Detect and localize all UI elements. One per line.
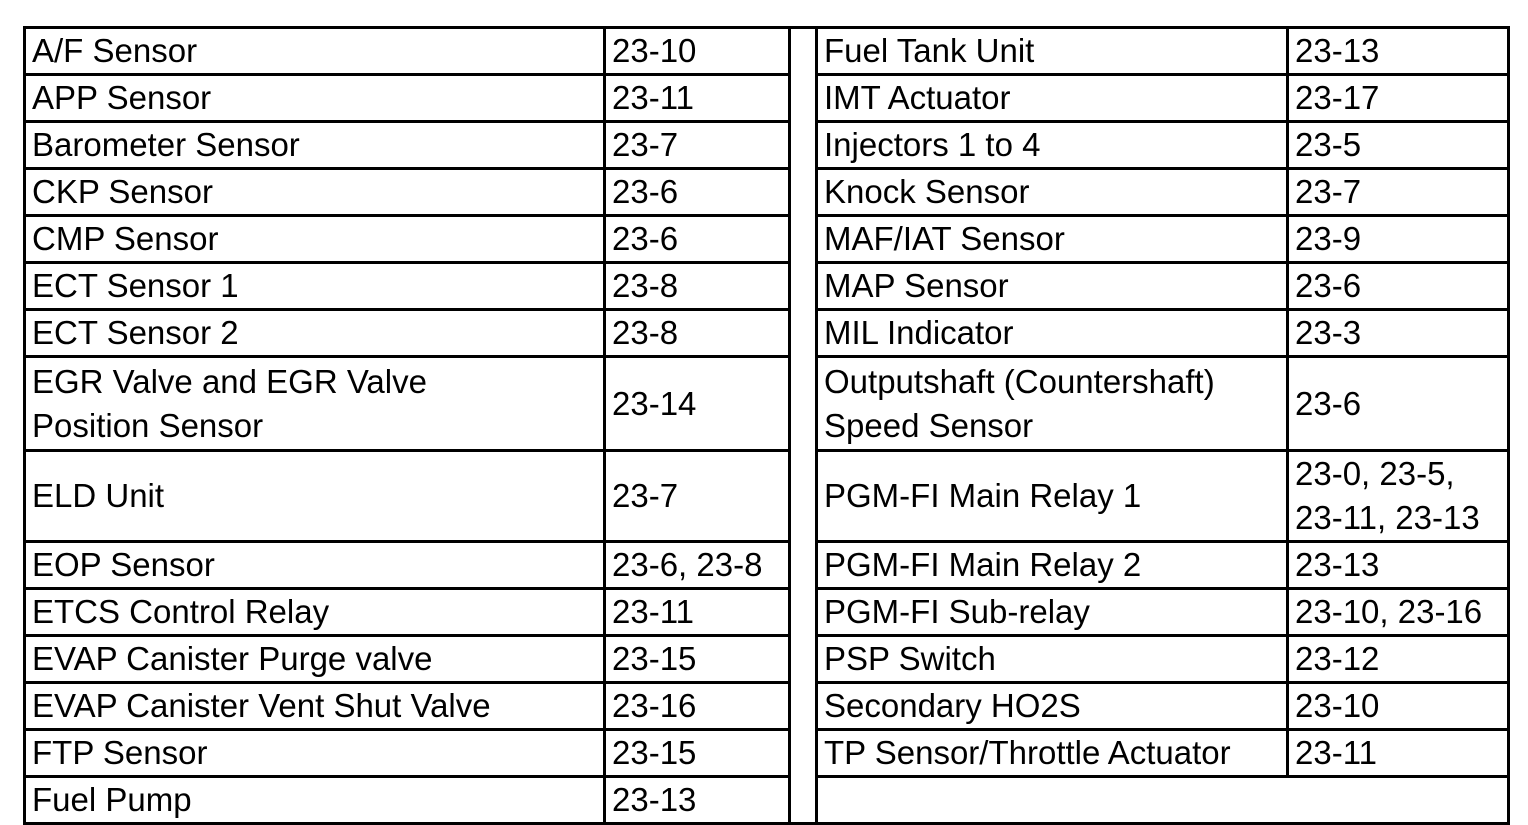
page-ref-cell: 23-8 [605, 263, 790, 310]
component-name-cell: Knock Sensor [817, 169, 1288, 216]
table-row [25, 451, 1509, 542]
table-row [25, 122, 1509, 169]
component-name-cell: Injectors 1 to 4 [817, 122, 1288, 169]
component-name-cell: PGM-FI Main Relay 1 [817, 451, 1288, 542]
page-ref-cell: 23-6 [1288, 263, 1509, 310]
page-ref-cell: 23-11 [605, 589, 790, 636]
table-row [25, 357, 1509, 451]
component-name-cell: MAP Sensor [817, 263, 1288, 310]
component-name-cell: MIL Indicator [817, 310, 1288, 357]
page-ref-cell: 23-5 [1288, 122, 1509, 169]
page-ref-cell: 23-7 [605, 451, 790, 542]
component-name-cell: PGM-FI Main Relay 2 [817, 542, 1288, 589]
component-name-cell: MAF/IAT Sensor [817, 216, 1288, 263]
component-name-cell: Fuel Pump [25, 777, 605, 824]
component-index-table [23, 26, 1510, 825]
page-ref-cell: 23-8 [605, 310, 790, 357]
page-ref-cell: 23-10 [605, 28, 790, 75]
component-name-cell: ECT Sensor 2 [25, 310, 605, 357]
table-row [25, 730, 1509, 777]
page-ref-cell: 23-10 [1288, 683, 1509, 730]
page-ref-cell: 23-14 [605, 357, 790, 451]
page-ref-cell: 23-9 [1288, 216, 1509, 263]
page-ref-cell: 23-11 [605, 75, 790, 122]
component-name-cell: ELD Unit [25, 451, 605, 542]
component-name-cell: ETCS Control Relay [25, 589, 605, 636]
table-row [25, 636, 1509, 683]
empty-cell [817, 777, 1509, 824]
component-name-cell: IMT Actuator [817, 75, 1288, 122]
page-ref-cell: 23-6 [605, 216, 790, 263]
page-ref-cell: 23-13 [605, 777, 790, 824]
column-divider [790, 28, 817, 824]
page-ref-cell: 23-13 [1288, 542, 1509, 589]
page-ref-cell: 23-7 [605, 122, 790, 169]
table-row [25, 216, 1509, 263]
table-row [25, 589, 1509, 636]
component-name-cell: Secondary HO2S [817, 683, 1288, 730]
page-ref-cell: 23-6, 23-8 [605, 542, 790, 589]
component-name-cell: EVAP Canister Purge valve [25, 636, 605, 683]
component-name-cell: Fuel Tank Unit [817, 28, 1288, 75]
component-name-cell: FTP Sensor [25, 730, 605, 777]
component-name-cell: PGM-FI Sub-relay [817, 589, 1288, 636]
page-ref-cell: 23-12 [1288, 636, 1509, 683]
page-ref-cell: 23-7 [1288, 169, 1509, 216]
table-row [25, 683, 1509, 730]
component-name-cell: EVAP Canister Vent Shut Valve [25, 683, 605, 730]
page-ref-cell: 23-15 [605, 730, 790, 777]
table-row [25, 169, 1509, 216]
table-row [25, 28, 1509, 75]
page-ref-cell: 23-17 [1288, 75, 1509, 122]
page-ref-cell: 23-15 [605, 636, 790, 683]
page-ref-cell: 23-6 [1288, 357, 1509, 451]
table-row [25, 310, 1509, 357]
component-name-cell: CKP Sensor [25, 169, 605, 216]
component-name-cell: Outputshaft (Countershaft) Speed Sensor [817, 357, 1288, 451]
page-ref-cell: 23-6 [605, 169, 790, 216]
page-ref-cell: 23-13 [1288, 28, 1509, 75]
component-name-cell: APP Sensor [25, 75, 605, 122]
component-name-cell: EOP Sensor [25, 542, 605, 589]
component-name-cell: TP Sensor/Throttle Actuator [817, 730, 1288, 777]
component-name-cell: A/F Sensor [25, 28, 605, 75]
table-row [25, 542, 1509, 589]
table-row [25, 777, 1509, 824]
table-row [25, 75, 1509, 122]
component-name-cell: EGR Valve and EGR Valve Position Sensor [25, 357, 605, 451]
component-name-cell: PSP Switch [817, 636, 1288, 683]
component-name-cell: CMP Sensor [25, 216, 605, 263]
component-name-cell: Barometer Sensor [25, 122, 605, 169]
page-ref-cell: 23-0, 23-5, 23-11, 23-13 [1288, 451, 1509, 542]
page-ref-cell: 23-10, 23-16 [1288, 589, 1509, 636]
page-ref-cell: 23-16 [605, 683, 790, 730]
table-row [25, 263, 1509, 310]
component-name-cell: ECT Sensor 1 [25, 263, 605, 310]
page-ref-cell: 23-3 [1288, 310, 1509, 357]
page-ref-cell: 23-11 [1288, 730, 1509, 777]
